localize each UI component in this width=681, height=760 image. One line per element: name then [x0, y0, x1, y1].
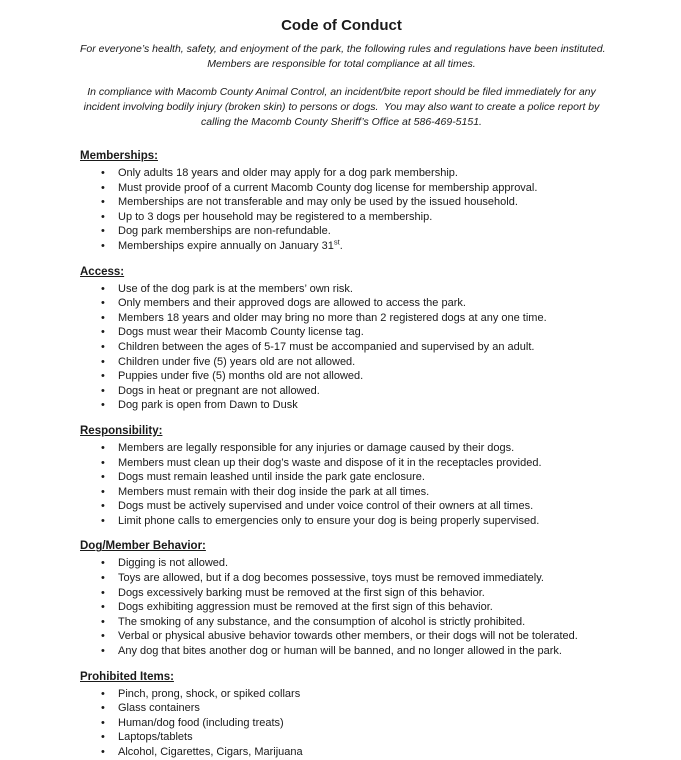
intro-line: calling the Macomb County Sheriff’s Office at 586-469-5151. — [201, 116, 482, 128]
section-heading: Responsibility: — [80, 424, 163, 437]
rule-item: • Limit phone calls to emergencies only to ensure your dog is being properly supervised. — [80, 514, 603, 529]
rule-item: • Toys are allowed, but if a dog becomes possessive, toys must be removed immediately. — [80, 571, 603, 586]
rule-item: • Members must clean up their dog’s waste and dispose of it in the receptacles provided. — [80, 456, 603, 471]
rule-item: • Glass containers — [80, 701, 603, 716]
rule-item: • Members 18 years and older may bring no more than 2 registered dogs at any one time. — [80, 311, 603, 326]
rules-list — [80, 441, 603, 529]
rule-item: • Children under five (5) years old are not allowed. — [80, 355, 603, 370]
section-heading: Access: — [80, 265, 125, 278]
rule-text: Memberships expire annually on January 31 — [118, 239, 334, 252]
rule-item: • Only members and their approved dogs are allowed to access the park. — [80, 296, 603, 311]
intro-paragraph-2 — [80, 85, 603, 130]
rule-item: • Alcohol, Cigarettes, Cigars, Marijuana — [80, 745, 603, 760]
section-heading: Memberships: — [80, 150, 158, 162]
rule-item: • Laptops/tablets — [80, 730, 603, 745]
intro-paragraph-1 — [80, 42, 606, 72]
rule-item: • Dogs must wear their Macomb County license tag. — [80, 325, 603, 340]
intro-line: Members are responsible for total compliance at all times. — [207, 58, 476, 70]
rules-list — [80, 556, 603, 658]
rule-item: • The smoking of any substance, and the consumption of alcohol is strictly prohibited. — [80, 615, 603, 630]
rule-item: • Use of the dog park is at the members’ own risk. — [80, 282, 603, 297]
section-dog-member-behavior — [80, 539, 603, 658]
rule-item: • Children between the ages of 5-17 must be accompanied and supervised by an adult. — [80, 340, 603, 355]
rule-item: • Puppies under five (5) months old are not allowed. — [80, 369, 603, 384]
rule-item: • Digging is not allowed. — [80, 556, 603, 571]
intro-line: In compliance with Macomb County Animal Control, an incident/bite report should be filed immediately for any — [87, 86, 596, 98]
rule-item: • Dog park is open from Dawn to Dusk — [80, 398, 603, 413]
rule-text: . — [339, 239, 343, 252]
intro-line: incident involving bodily injury (broken skin) to persons or dogs. You may also want to create a police report by — [83, 101, 600, 113]
section-memberships — [80, 149, 603, 254]
rule-item: • Dogs excessively barking must be removed at the first sign of this behavior. — [80, 586, 603, 601]
section-access — [80, 265, 603, 413]
rule-item: • Up to 3 dogs per household may be registered to a membership. — [80, 210, 603, 225]
section-prohibited-items — [80, 670, 603, 760]
rule-item: • Dog park memberships are non-refundable. — [80, 224, 603, 239]
rules-list — [80, 166, 603, 254]
section-heading: Prohibited Items: — [80, 670, 174, 683]
rule-item: • Dogs in heat or pregnant are not allowed. — [80, 384, 603, 399]
rule-item: • Verbal or physical abusive behavior towards other members, or their dogs will not be tolerated. — [80, 629, 603, 644]
rules-list — [80, 282, 603, 413]
rule-item: • Human/dog food (including treats) — [80, 716, 603, 731]
rule-item: • Memberships are not transferable and may only be used by the issued household. — [80, 195, 603, 210]
rule-item: • Members are legally responsible for any injuries or damage caused by their dogs. — [80, 441, 603, 456]
rule-item: • Only adults 18 years and older may apply for a dog park membership. — [80, 166, 603, 181]
rule-item: • Members must remain with their dog inside the park at all times. — [80, 485, 603, 500]
rule-item: • Must provide proof of a current Macomb County dog license for membership approval. — [80, 181, 603, 196]
rule-item: • Any dog that bites another dog or human will be banned, and no longer allowed in the park. — [80, 644, 603, 659]
rule-item: • Dogs exhibiting aggression must be removed at the first sign of this behavior. — [80, 600, 603, 615]
section-responsibility — [80, 424, 603, 529]
rule-item: • Dogs must be actively supervised and under voice control of their owners at all times. — [80, 499, 603, 514]
section-heading: Dog/Member Behavior: — [80, 540, 206, 553]
intro-line: For everyone’s health, safety, and enjoyment of the park, the following rules and regulations have been instituted. — [80, 43, 606, 55]
page-title: Code of Conduct — [281, 17, 402, 34]
rule-item — [80, 239, 603, 254]
ordinal-superscript: st — [333, 237, 340, 247]
rule-item: • Pinch, prong, shock, or spiked collars — [80, 687, 603, 702]
rules-list — [80, 687, 603, 760]
rule-item: • Dogs must remain leashed until inside the park gate enclosure. — [80, 470, 603, 485]
